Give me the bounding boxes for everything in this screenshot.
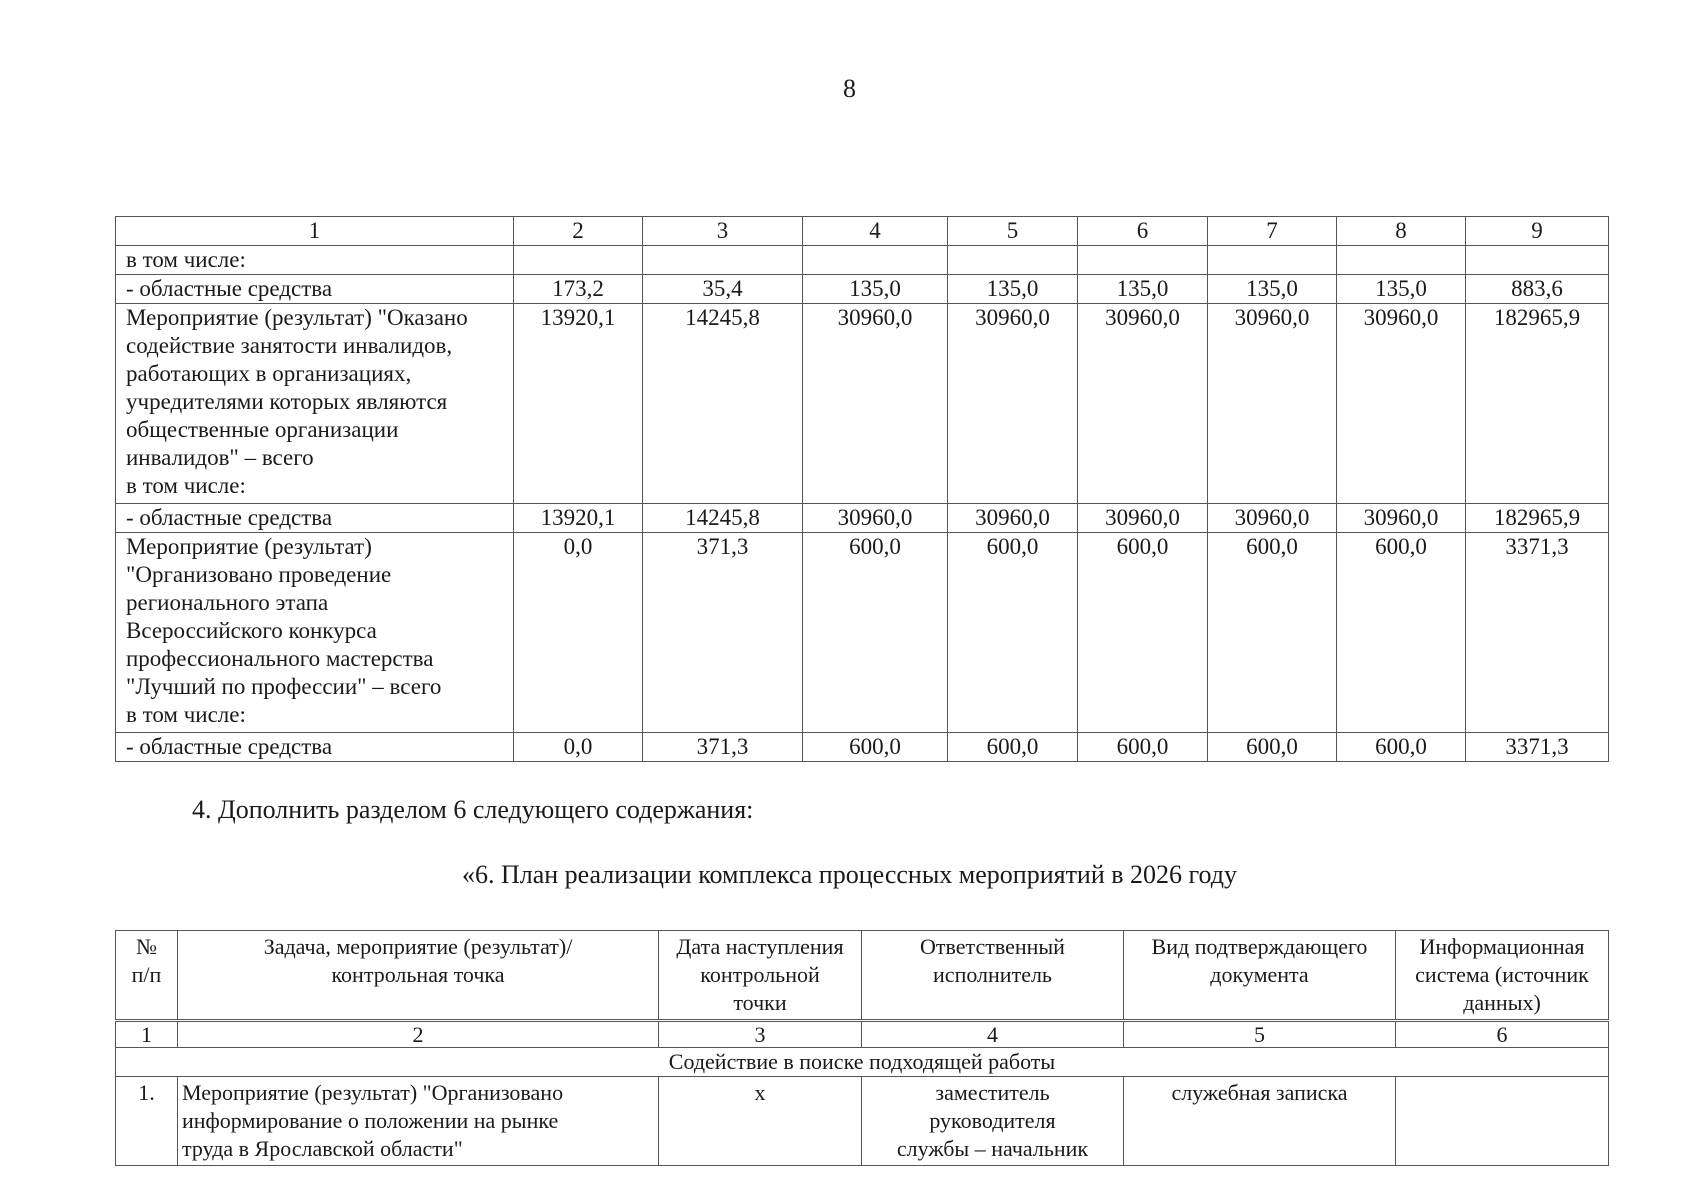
header-line: система (источник: [1415, 962, 1589, 987]
value-cell: 135,0: [1078, 275, 1208, 304]
date-cell: х: [659, 1077, 862, 1166]
header-cell: 7: [1208, 217, 1337, 246]
header-cell-date: [659, 931, 862, 1021]
responsible-line: заместитель: [935, 1080, 1050, 1105]
value-cell: 13920,1: [514, 304, 643, 504]
value-cell: 173,2: [514, 275, 643, 304]
value-cell: [1208, 246, 1337, 275]
label-line: Мероприятие (результат) "Оказано: [126, 305, 468, 330]
header-line: данных): [1463, 990, 1541, 1015]
value-cell: [1337, 246, 1466, 275]
header-cell: 3: [643, 217, 803, 246]
header-cell-task: [178, 931, 659, 1021]
value-cell: 30960,0: [948, 504, 1078, 533]
column-number: 1: [116, 1021, 178, 1048]
value-cell: 30960,0: [1208, 504, 1337, 533]
value-cell: 0,0: [514, 733, 643, 762]
header-line: Ответственный: [920, 934, 1065, 959]
value-cell: 30960,0: [803, 504, 948, 533]
header-cell-number: [116, 931, 178, 1021]
row-label: [116, 304, 514, 504]
header-line: контрольная точка: [331, 962, 505, 987]
label-line: регионального этапа: [126, 590, 329, 615]
row-label: [116, 533, 514, 733]
value-cell: 600,0: [1208, 533, 1337, 733]
value-cell: 3371,3: [1466, 533, 1609, 733]
header-line: исполнитель: [933, 962, 1052, 987]
value-cell: 135,0: [1337, 275, 1466, 304]
responsible-line: службы – начальник: [896, 1136, 1089, 1161]
task-line: труда в Ярославской области": [182, 1136, 463, 1161]
value-cell: 883,6: [1466, 275, 1609, 304]
header-cell: 2: [514, 217, 643, 246]
value-cell: 30960,0: [803, 304, 948, 504]
label-line: содействие занятости инвалидов,: [126, 333, 453, 358]
value-cell: [643, 246, 803, 275]
page-number: 8: [843, 74, 856, 103]
label-line: Мероприятие (результат): [126, 534, 372, 559]
table-row: [116, 533, 1609, 733]
value-cell: 600,0: [948, 533, 1078, 733]
header-line: Задача, мероприятие (результат)/: [263, 934, 573, 959]
table-row: [116, 275, 1609, 304]
column-number: 6: [1396, 1021, 1609, 1048]
plan-table-header-row: [116, 931, 1609, 1021]
header-line: Вид подтверждающего: [1151, 934, 1368, 959]
value-cell: 600,0: [803, 533, 948, 733]
document-cell: служебная записка: [1124, 1077, 1396, 1166]
header-cell-document: [1124, 931, 1396, 1021]
value-cell: 182965,9: [1466, 304, 1609, 504]
section-row: [116, 1048, 1609, 1077]
label-line: учредителями которых являются: [126, 389, 448, 414]
task-line: Мероприятие (результат) "Организовано: [182, 1080, 564, 1105]
section-heading: «6. План реализации комплекса процессных мероприятий в 2026 году: [461, 860, 1238, 889]
value-cell: 14245,8: [643, 504, 803, 533]
header-cell: 5: [948, 217, 1078, 246]
header-line: документа: [1210, 962, 1309, 987]
header-cell-responsible: [862, 931, 1124, 1021]
value-cell: 371,3: [643, 733, 803, 762]
label-line: "Лучший по профессии" – всего: [126, 674, 442, 699]
row-label: - областные средства: [116, 275, 514, 304]
row-label: - областные средства: [116, 504, 514, 533]
label-line: Всероссийского конкурса: [126, 618, 377, 643]
value-cell: 600,0: [1078, 533, 1208, 733]
funding-table-header-row: [116, 217, 1609, 246]
value-cell: 35,4: [643, 275, 803, 304]
label-line: в том числе:: [126, 702, 246, 727]
value-cell: 30960,0: [1337, 304, 1466, 504]
table-row: [116, 304, 1609, 504]
responsible-line: руководителя: [929, 1108, 1056, 1133]
value-cell: 0,0: [514, 533, 643, 733]
value-cell: 3371,3: [1466, 733, 1609, 762]
header-line: контрольной: [700, 962, 820, 987]
column-number-row: [116, 1021, 1609, 1048]
value-cell: 30960,0: [1208, 304, 1337, 504]
task-line: информирование о положении на рынке: [182, 1108, 559, 1133]
value-cell: 30960,0: [1078, 504, 1208, 533]
system-cell: [1396, 1077, 1609, 1166]
header-line: №: [136, 934, 157, 959]
value-cell: 371,3: [643, 533, 803, 733]
value-cell: [1078, 246, 1208, 275]
column-number: 2: [178, 1021, 659, 1048]
value-cell: 13920,1: [514, 504, 643, 533]
responsible-cell: [862, 1077, 1124, 1166]
table-row: [116, 246, 1609, 275]
implementation-plan-table: [115, 930, 1609, 1166]
value-cell: 135,0: [948, 275, 1078, 304]
value-cell: 182965,9: [1466, 504, 1609, 533]
value-cell: 600,0: [1208, 733, 1337, 762]
label-line: инвалидов" – всего: [126, 445, 314, 470]
column-number: 4: [862, 1021, 1124, 1048]
label-line: профессионального мастерства: [126, 646, 434, 671]
row-label: - областные средства: [116, 733, 514, 762]
header-cell-system: [1396, 931, 1609, 1021]
table-row: [116, 504, 1609, 533]
header-cell: 4: [803, 217, 948, 246]
header-line: точки: [733, 990, 787, 1015]
row-label: в том числе:: [116, 246, 514, 275]
label-line: общественные организации: [126, 417, 399, 442]
value-cell: [803, 246, 948, 275]
label-line: "Организовано проведение: [126, 562, 392, 587]
table-row: [116, 733, 1609, 762]
label-line: в том числе:: [126, 473, 246, 498]
value-cell: 600,0: [948, 733, 1078, 762]
value-cell: 135,0: [1208, 275, 1337, 304]
value-cell: 14245,8: [643, 304, 803, 504]
amendment-paragraph: 4. Дополнить разделом 6 следующего содержания:: [192, 795, 754, 824]
value-cell: 600,0: [1337, 533, 1466, 733]
header-cell: 6: [1078, 217, 1208, 246]
value-cell: 600,0: [803, 733, 948, 762]
value-cell: [514, 246, 643, 275]
header-cell: 9: [1466, 217, 1609, 246]
header-line: Информационная: [1419, 934, 1585, 959]
header-cell: 1: [116, 217, 514, 246]
header-line: Дата наступления: [676, 934, 844, 959]
section-title: Содействие в поиске подходящей работы: [116, 1048, 1609, 1077]
value-cell: 30960,0: [1337, 504, 1466, 533]
value-cell: 135,0: [803, 275, 948, 304]
table-row: [116, 1077, 1609, 1166]
header-line: п/п: [131, 962, 162, 987]
value-cell: 600,0: [1078, 733, 1208, 762]
funding-table: [115, 216, 1609, 762]
value-cell: 30960,0: [1078, 304, 1208, 504]
column-number: 3: [659, 1021, 862, 1048]
value-cell: 600,0: [1337, 733, 1466, 762]
task-cell: [178, 1077, 659, 1166]
column-number: 5: [1124, 1021, 1396, 1048]
value-cell: [1466, 246, 1609, 275]
row-number: 1.: [116, 1077, 178, 1166]
header-cell: 8: [1337, 217, 1466, 246]
value-cell: [948, 246, 1078, 275]
value-cell: 30960,0: [948, 304, 1078, 504]
label-line: работающих в организациях,: [126, 361, 412, 386]
